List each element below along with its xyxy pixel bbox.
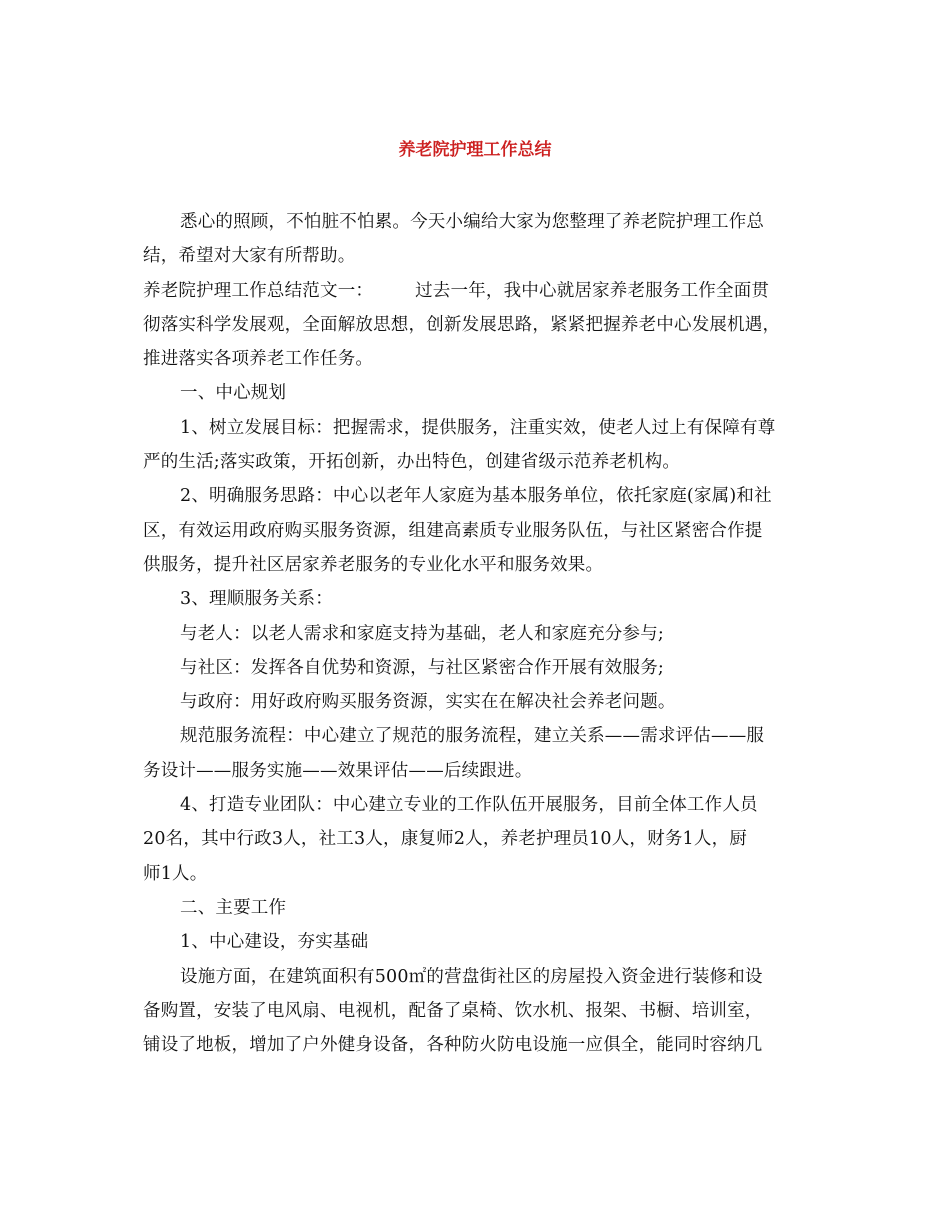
paragraph-line: 与社区：发挥各自优势和资源，与社区紧密合作开展有效服务; <box>180 657 664 678</box>
paragraph-line: 推进落实各项养老工作任务。 <box>143 349 374 370</box>
paragraph-line-mixed <box>143 274 811 308</box>
document-body <box>143 205 811 1062</box>
paragraph-line: 规范服务流程：中心建立了规范的服务流程，建立关系——需求评估——服 <box>180 726 765 747</box>
paragraph-line: 设施方面，在建筑面积有500㎡的营盘街社区的房屋投入资金进行装修和设 <box>180 966 763 987</box>
subsection-heading: 1、中心建设，夯实基础 <box>180 932 369 953</box>
paragraph-line: 严的生活;落实政策，开拓创新，办出特色，创建省级示范养老机构。 <box>143 452 681 473</box>
paragraph-line: 务设计——服务实施——效果评估——后续跟进。 <box>143 760 533 781</box>
paragraph-line: 铺设了地板，增加了户外健身设备，各种防火防电设施一应俱全，能同时容纳几 <box>143 1035 763 1056</box>
paragraph-line: 备购置，安装了电风扇、电视机，配备了桌椅、饮水机、报架、书橱、培训室， <box>143 1000 763 1021</box>
paragraph-line: 2、明确服务思路：中心以老年人家庭为基本服务单位，依托家庭(家属)和社 <box>180 486 772 507</box>
section-heading: 二、主要工作 <box>180 897 287 918</box>
paragraph-line: 1、树立发展目标：把握需求，提供服务，注重实效，使老人过上有保障有尊 <box>180 417 776 438</box>
paragraph-line: 3、理顺服务关系： <box>180 589 333 610</box>
paragraph-line: 供服务，提升社区居家养老服务的专业化水平和服务效果。 <box>143 554 604 575</box>
document-title: 养老院护理工作总结 <box>398 140 552 160</box>
paragraph-line: 悉心的照顾，不怕脏不怕累。今天小编给大家为您整理了养老院护理工作总 <box>180 212 765 232</box>
paragraph-text: 过去一年，我中心就居家养老服务工作全面贯 <box>415 280 770 301</box>
paragraph-line: 与政府：用好政府购买服务资源，实实在在解决社会养老问题。 <box>180 692 676 713</box>
paragraph-line: 彻落实科学发展观，全面解放思想，创新发展思路，紧紧把握养老中心发展机遇， <box>143 314 781 335</box>
paragraph-line: 结，希望对大家有所帮助。 <box>143 246 356 267</box>
paragraph-line: 20名，其中行政3人，社工3人，康复师2人，养老护理员10人，财务1人，厨 <box>143 829 747 850</box>
paragraph-line: 师1人。 <box>143 863 208 884</box>
paragraph-line: 4、打造专业团队：中心建立专业的工作队伍开展服务，目前全体工作人员 <box>180 795 758 816</box>
paragraph-line: 区，有效运用政府购买服务资源，组建高素质专业服务队伍，与社区紧密合作提 <box>143 520 763 541</box>
paragraph-line: 与老人：以老人需求和家庭支持为基础，老人和家庭充分参与; <box>180 623 664 644</box>
section-heading: 养老院护理工作总结范文一： <box>143 280 374 301</box>
section-heading: 一、中心规划 <box>180 383 287 404</box>
